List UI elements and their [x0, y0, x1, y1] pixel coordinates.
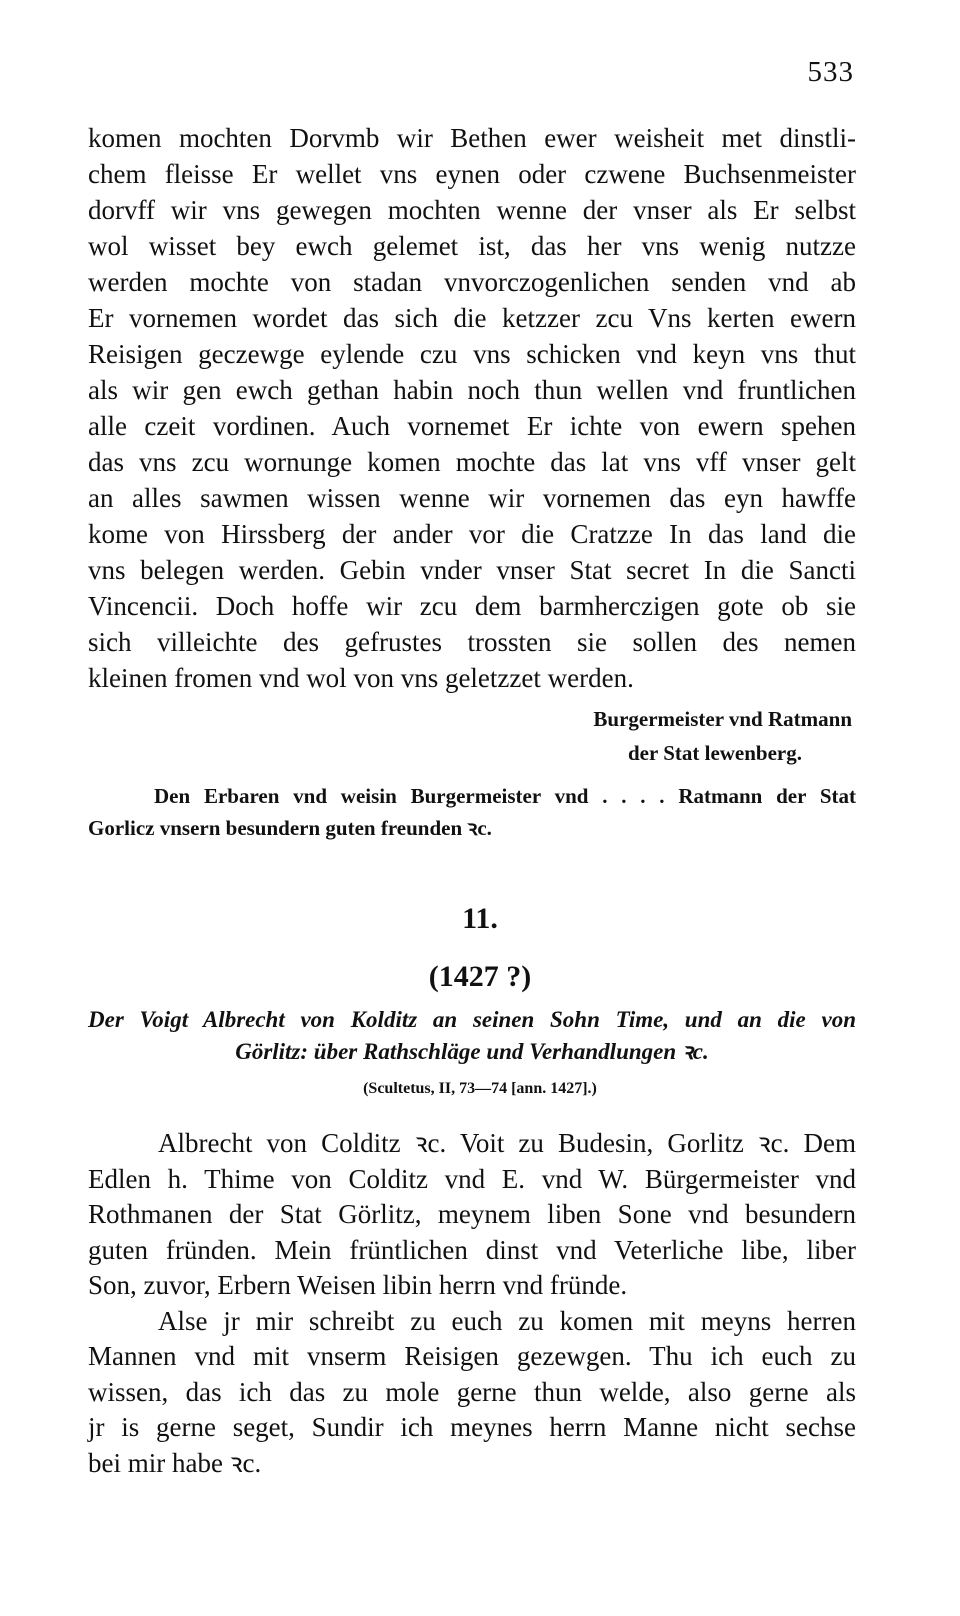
signature-line: der Stat lewenberg.	[628, 741, 802, 765]
text-line: werden mochte von stadan vnvorczogenlichen senden vnd ab	[88, 267, 856, 297]
text-line: dorvff wir vns gewegen mochten wenne der vnser als Er selbst	[88, 195, 856, 225]
summary-line: Görlitz: über Rathschläge und Verhandlungen ꝛc.	[235, 1039, 709, 1064]
text-line: als wir gen ewch gethan habin noch thun wellen vnd fruntlichen	[88, 375, 856, 405]
text-line: sich villeichte des gefrustes trossten sie sollen des nemen	[88, 627, 856, 657]
signature-block	[593, 702, 852, 770]
document-number: 11.	[462, 902, 498, 935]
address-block	[88, 780, 856, 844]
text-line: jr is gerne seget, Sundir ich meynes herrn Manne nicht sechse	[88, 1412, 856, 1442]
text-line: Mannen vnd mit vnserm Reisigen gezewgen. Thu ich euch zu	[88, 1341, 856, 1371]
text-line: wol wisset bey ewch gelemet ist, das her vns wenig nutzze	[88, 231, 856, 261]
text-line: bei mir habe ꝛc.	[88, 1447, 262, 1478]
text-line: wissen, das ich das zu mole gerne thun welde, also gerne als	[88, 1376, 856, 1407]
text-line: an alles sawmen wissen wenne wir vornemen das eyn hawffe	[88, 483, 856, 513]
text-line: Rothmanen der Stat Görlitz, meynem liben Sone vnd besundern	[88, 1199, 856, 1229]
text-line: Alse jr mir schreibt zu euch zu komen mit meyns herren	[158, 1305, 856, 1336]
text-line: alle czeit vordinen. Auch vornemet Er ichte von ewern spehen	[88, 411, 856, 441]
text-line: kome von Hirssberg der ander vor die Cratzze In das land die	[88, 519, 856, 549]
text-line: Albrecht von Colditz ꝛc. Voit zu Budesin, Gorlitz ꝛc. Dem	[158, 1128, 856, 1158]
letter-body-text	[88, 120, 856, 696]
text-line: Vincencii. Doch hoffe wir zcu dem barmherczigen gote ob sie	[88, 591, 856, 621]
page-number: 533	[807, 56, 854, 88]
source-citation: (Scultetus, II, 73—74 [ann. 1427].)	[363, 1080, 597, 1097]
text-line: Er vornemen wordet das sich die ketzzer zcu Vns kerten ewern	[88, 303, 856, 333]
text-line: guten fründen. Mein früntlichen dinst vnd Veterliche libe, liber	[88, 1234, 856, 1265]
text-line: chem fleisse Er wellet vns eynen oder czwene Buchsenmeister	[88, 159, 856, 189]
text-line: komen mochten Dorvmb wir Bethen ewer weisheit met dinstli-	[88, 123, 856, 153]
text-line: kleinen fromen vnd wol von vns geletzzet werden.	[88, 663, 634, 693]
text-line: Son, zuvor, Erbern Weisen libin herrn vnd fründe.	[88, 1270, 628, 1300]
address-line: Den Erbaren vnd weisin Burgermeister vnd . . . . Ratmann der Stat	[154, 784, 856, 808]
document-date: (1427 ?)	[428, 960, 532, 993]
text-line: das vns zcu wornunge komen mochte das lat vns vff vnser gelt	[88, 447, 856, 477]
text-line: vns belegen werden. Gebin vnder vnser Stat secret In die Sancti	[88, 555, 856, 585]
letter-text	[88, 1126, 856, 1481]
summary-line: Der Voigt Albrecht von Kolditz an seinen Sohn Time, und an die von	[88, 1007, 856, 1032]
signature-line: Burgermeister vnd Ratmann	[593, 707, 852, 731]
address-line: Gorlicz vnsern besundern guten freunden ꝛc.	[88, 816, 492, 840]
text-line: Edlen h. Thime von Colditz vnd E. vnd W. Bürgermeister vnd	[88, 1163, 856, 1194]
text-line: Reisigen geczewge eylende czu vns schicken vnd keyn vns thut	[88, 339, 856, 369]
document-summary	[88, 1004, 856, 1068]
